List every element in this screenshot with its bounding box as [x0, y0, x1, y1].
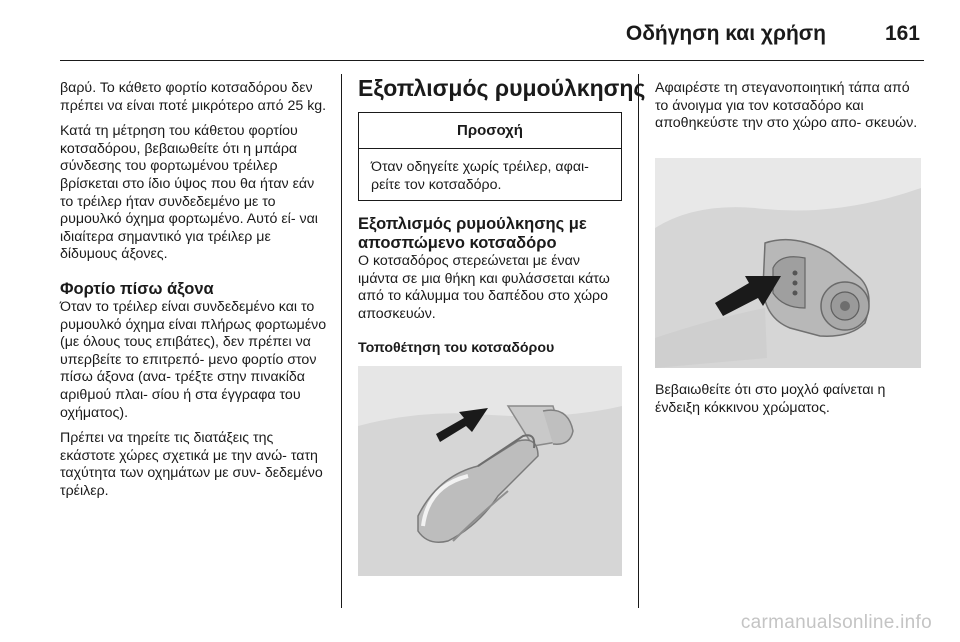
paragraph: Πρέπει να τηρείτε τις διατάξεις της εκάστοτε χώρες σχετικά με την ανώ- τατη ταχύτητα των οχημάτων με συν- δεδεμένο τρέιλερ.	[60, 430, 323, 499]
watermark: carmanualsonline.info	[740, 612, 932, 633]
paragraph: Όταν το τρέιλερ είναι συνδεδεμένο και το ρυμουλκό όχημα είναι πλήρως φορτωμένο (με όλους τους επιβάτες), δεν πρέπει να υπερβείτε το επιτρεπό- μενο φορτίο στον πίσω άξονα (ανα- τρέξτε στην πινακίδα αριθμού πλαι- σίου ή στα έγγραφα του οχήματος).	[60, 298, 327, 421]
column-right	[655, 80, 925, 141]
paragraph: Βεβαιωθείτε ότι στο μοχλό φαίνεται η ένδειξη κόκκινου χρώματος.	[655, 382, 886, 416]
towbar-illustration-svg	[358, 366, 622, 576]
column-divider	[638, 74, 639, 608]
column-middle	[358, 74, 646, 366]
column-divider	[341, 74, 342, 608]
column-left	[60, 80, 330, 508]
hitch-socket-illustration	[655, 158, 921, 368]
subheading-detachable-hitch: Εξοπλισμός ρυμούλκησης με αποσπώμενο κοτσαδόρο	[358, 215, 587, 253]
paragraph: Αφαιρέστε τη στεγανοποιητική τάπα από το άνοιγμα για τον κοτσαδόρο και αποθηκεύστε την στο χώρο απο- σκευών.	[655, 80, 918, 132]
caution-text: Όταν οδηγείτε χωρίς τρέιλερ, αφαι- ρείτε τον κοτσαδόρο.	[371, 159, 589, 193]
subtitle-fitting: Τοποθέτηση του κοτσαδόρου	[358, 339, 555, 356]
paragraph: Ο κοτσαδόρος στερεώνεται με έναν ιμάντα σε μια θήκη και φυλάσσεται κάτω από το κάλυμμα του δαπέδου στο χώρο αποσκευών.	[358, 253, 610, 322]
caution-title: Προσοχή	[359, 113, 621, 149]
caution-box	[358, 112, 622, 201]
page-number: 161	[884, 22, 920, 45]
page-header	[60, 12, 924, 61]
chapter-title: Εξοπλισμός ρυμούλκησης	[358, 75, 646, 101]
paragraph: βαρύ. Το κάθετο φορτίο κοτσαδόρου δεν πρέπει να είναι ποτέ μικρότερο από 25 kg.	[60, 80, 327, 114]
towbar-storage-illustration	[358, 366, 622, 576]
heading-rear-axle-load: Φορτίο πίσω άξονα	[60, 279, 214, 298]
paragraph: Κατά τη μέτρηση του κάθετου φορτίου κοτσαδόρου, βεβαιωθείτε ότι η μπάρα σύνδεσης του φορτωμένου τρέιλερ βρίσκεται στο ίδιο ύψος που θα ήταν εάν το τρέιλερ ήταν συνδεδεμένο με το ρυμουλκό όχημα φορτωμένο. Αυτό εί- ναι ιδιαίτερα σημαντικό για τρέιλερ με δίδυμους άξονες.	[60, 123, 318, 263]
section-title: Οδήγηση και χρήση	[625, 22, 826, 45]
column-right-lower	[655, 382, 925, 425]
socket-illustration-svg	[655, 158, 921, 368]
